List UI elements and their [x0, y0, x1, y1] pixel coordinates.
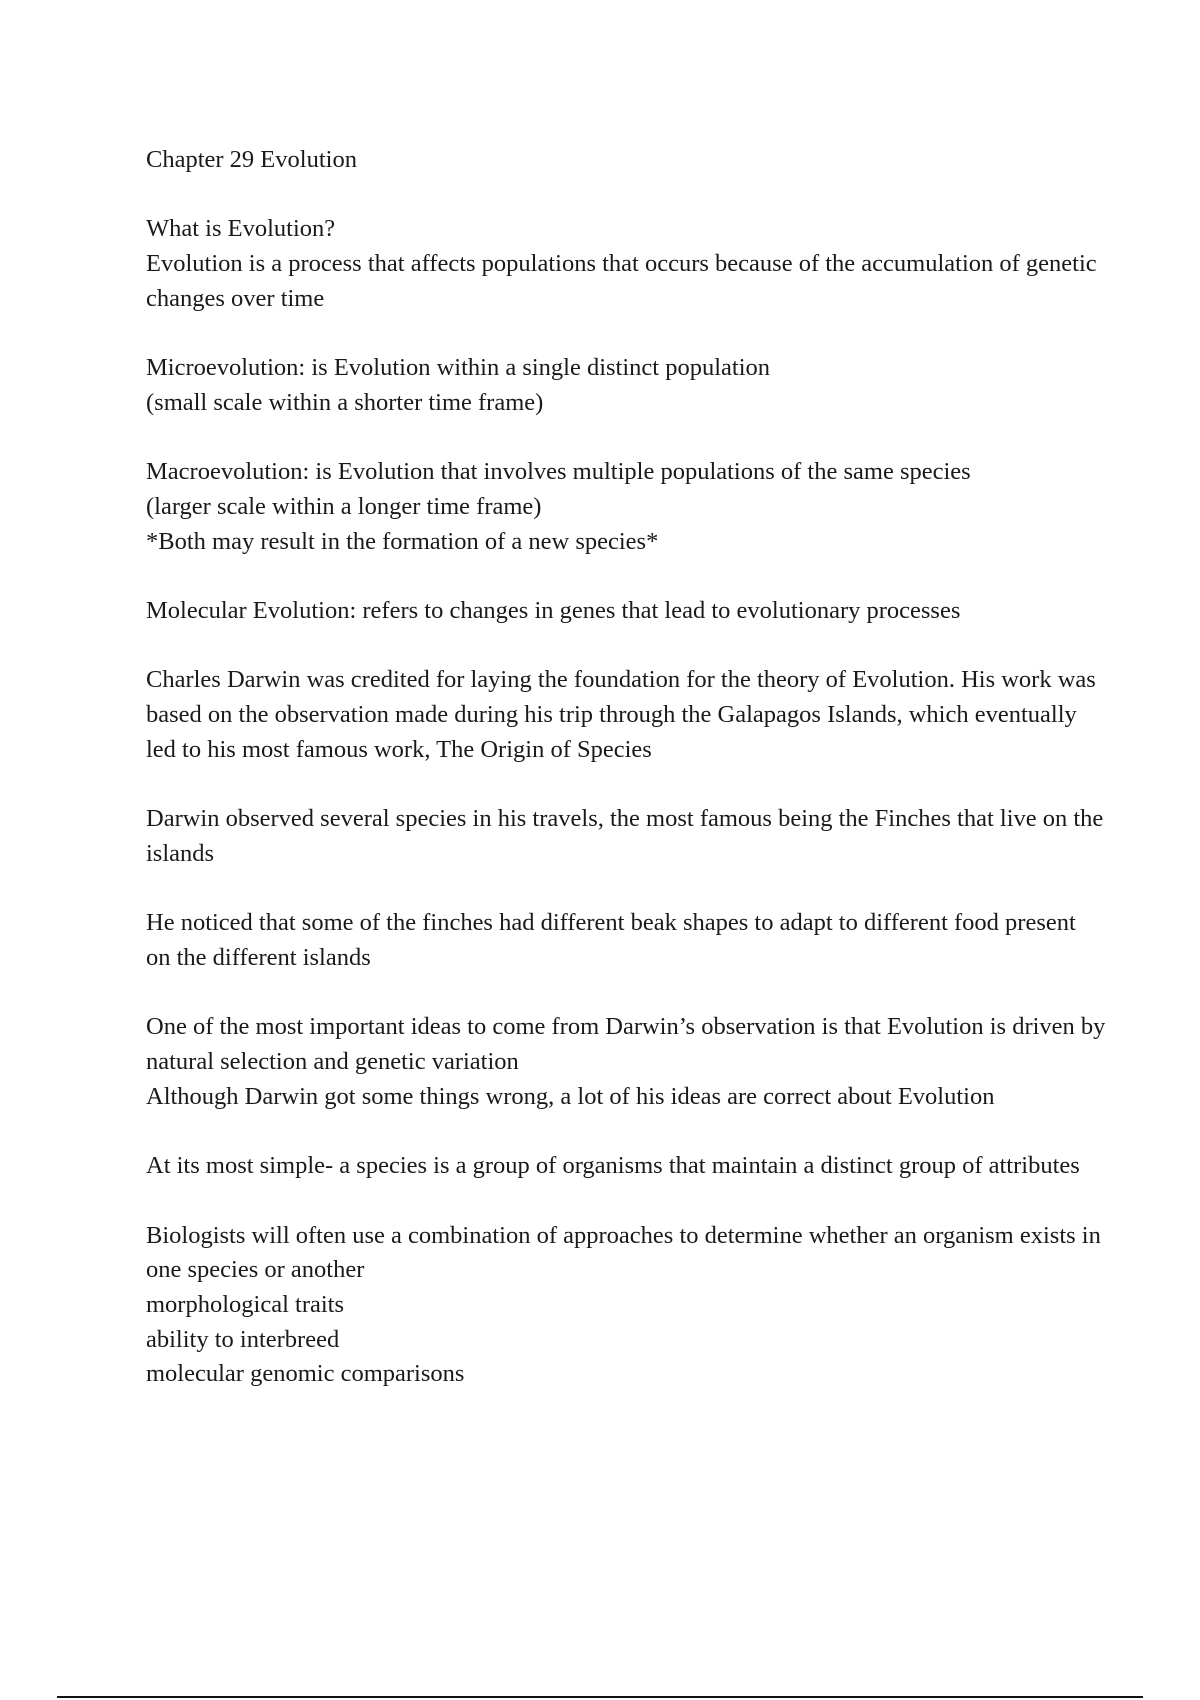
- species-formation-note: *Both may result in the formation of a new species*: [146, 527, 659, 555]
- section-darwin-observations: [146, 802, 1106, 871]
- section-molecular-evolution: [146, 594, 1106, 629]
- list-item: molecular genomic comparisons: [146, 1360, 465, 1388]
- darwin-correctness-note: Although Darwin got some things wrong, a lot of his ideas are correct about Evolution: [146, 1082, 995, 1110]
- darwin-finches-paragraph: Darwin observed several species in his travels, the most famous being the Finches that live on the islands: [146, 805, 1104, 867]
- macroevolution-definition: Macroevolution: is Evolution that involves multiple populations of the same species: [146, 458, 971, 486]
- section-charles-darwin: [146, 663, 1106, 767]
- evolution-definition: Evolution is a process that affects populations that occurs because of the accumulation of genetic changes over time: [146, 250, 1097, 312]
- list-item: ability to interbreed: [146, 1325, 340, 1353]
- species-definition: At its most simple- a species is a group of organisms that maintain a distinct group of attributes: [146, 1152, 1080, 1180]
- page-bottom-rule: [57, 1696, 1143, 1698]
- molecular-evolution-definition: Molecular Evolution: refers to changes in genes that lead to evolutionary processes: [146, 597, 961, 625]
- darwin-paragraph: Charles Darwin was credited for laying the foundation for the theory of Evolution. His work was based on the observation made during his trip through the Galapagos Islands, which eventually led to his most famous work, The Origin of Species: [146, 666, 1096, 763]
- microevolution-scale: (small scale within a shorter time frame): [146, 388, 544, 416]
- section-species-definition: [146, 1149, 1106, 1184]
- chapter-title: Chapter 29 Evolution: [146, 146, 357, 173]
- approaches-intro: Biologists will often use a combination of approaches to determine whether an organism exists in one species or another: [146, 1221, 1101, 1284]
- natural-selection-paragraph: One of the most important ideas to come from Darwin’s observation is that Evolution is driven by natural selection and genetic variation: [146, 1013, 1106, 1076]
- section-species-approaches: [146, 1219, 1106, 1393]
- section-finch-beaks: [146, 906, 1106, 975]
- list-item: morphological traits: [146, 1291, 344, 1319]
- section-what-is-evolution: [146, 212, 1106, 316]
- chapter-title-block: [146, 143, 1106, 178]
- finch-beaks-paragraph: He noticed that some of the finches had different beak shapes to adapt to different food present on the different islands: [146, 909, 1076, 972]
- section-natural-selection: [146, 1010, 1106, 1114]
- question-heading: What is Evolution?: [146, 215, 336, 243]
- section-microevolution: [146, 351, 1106, 420]
- document-page: [146, 143, 1106, 1427]
- section-macroevolution: [146, 455, 1106, 559]
- macroevolution-scale: (larger scale within a longer time frame): [146, 492, 542, 520]
- microevolution-definition: Microevolution: is Evolution within a single distinct population: [146, 354, 771, 382]
